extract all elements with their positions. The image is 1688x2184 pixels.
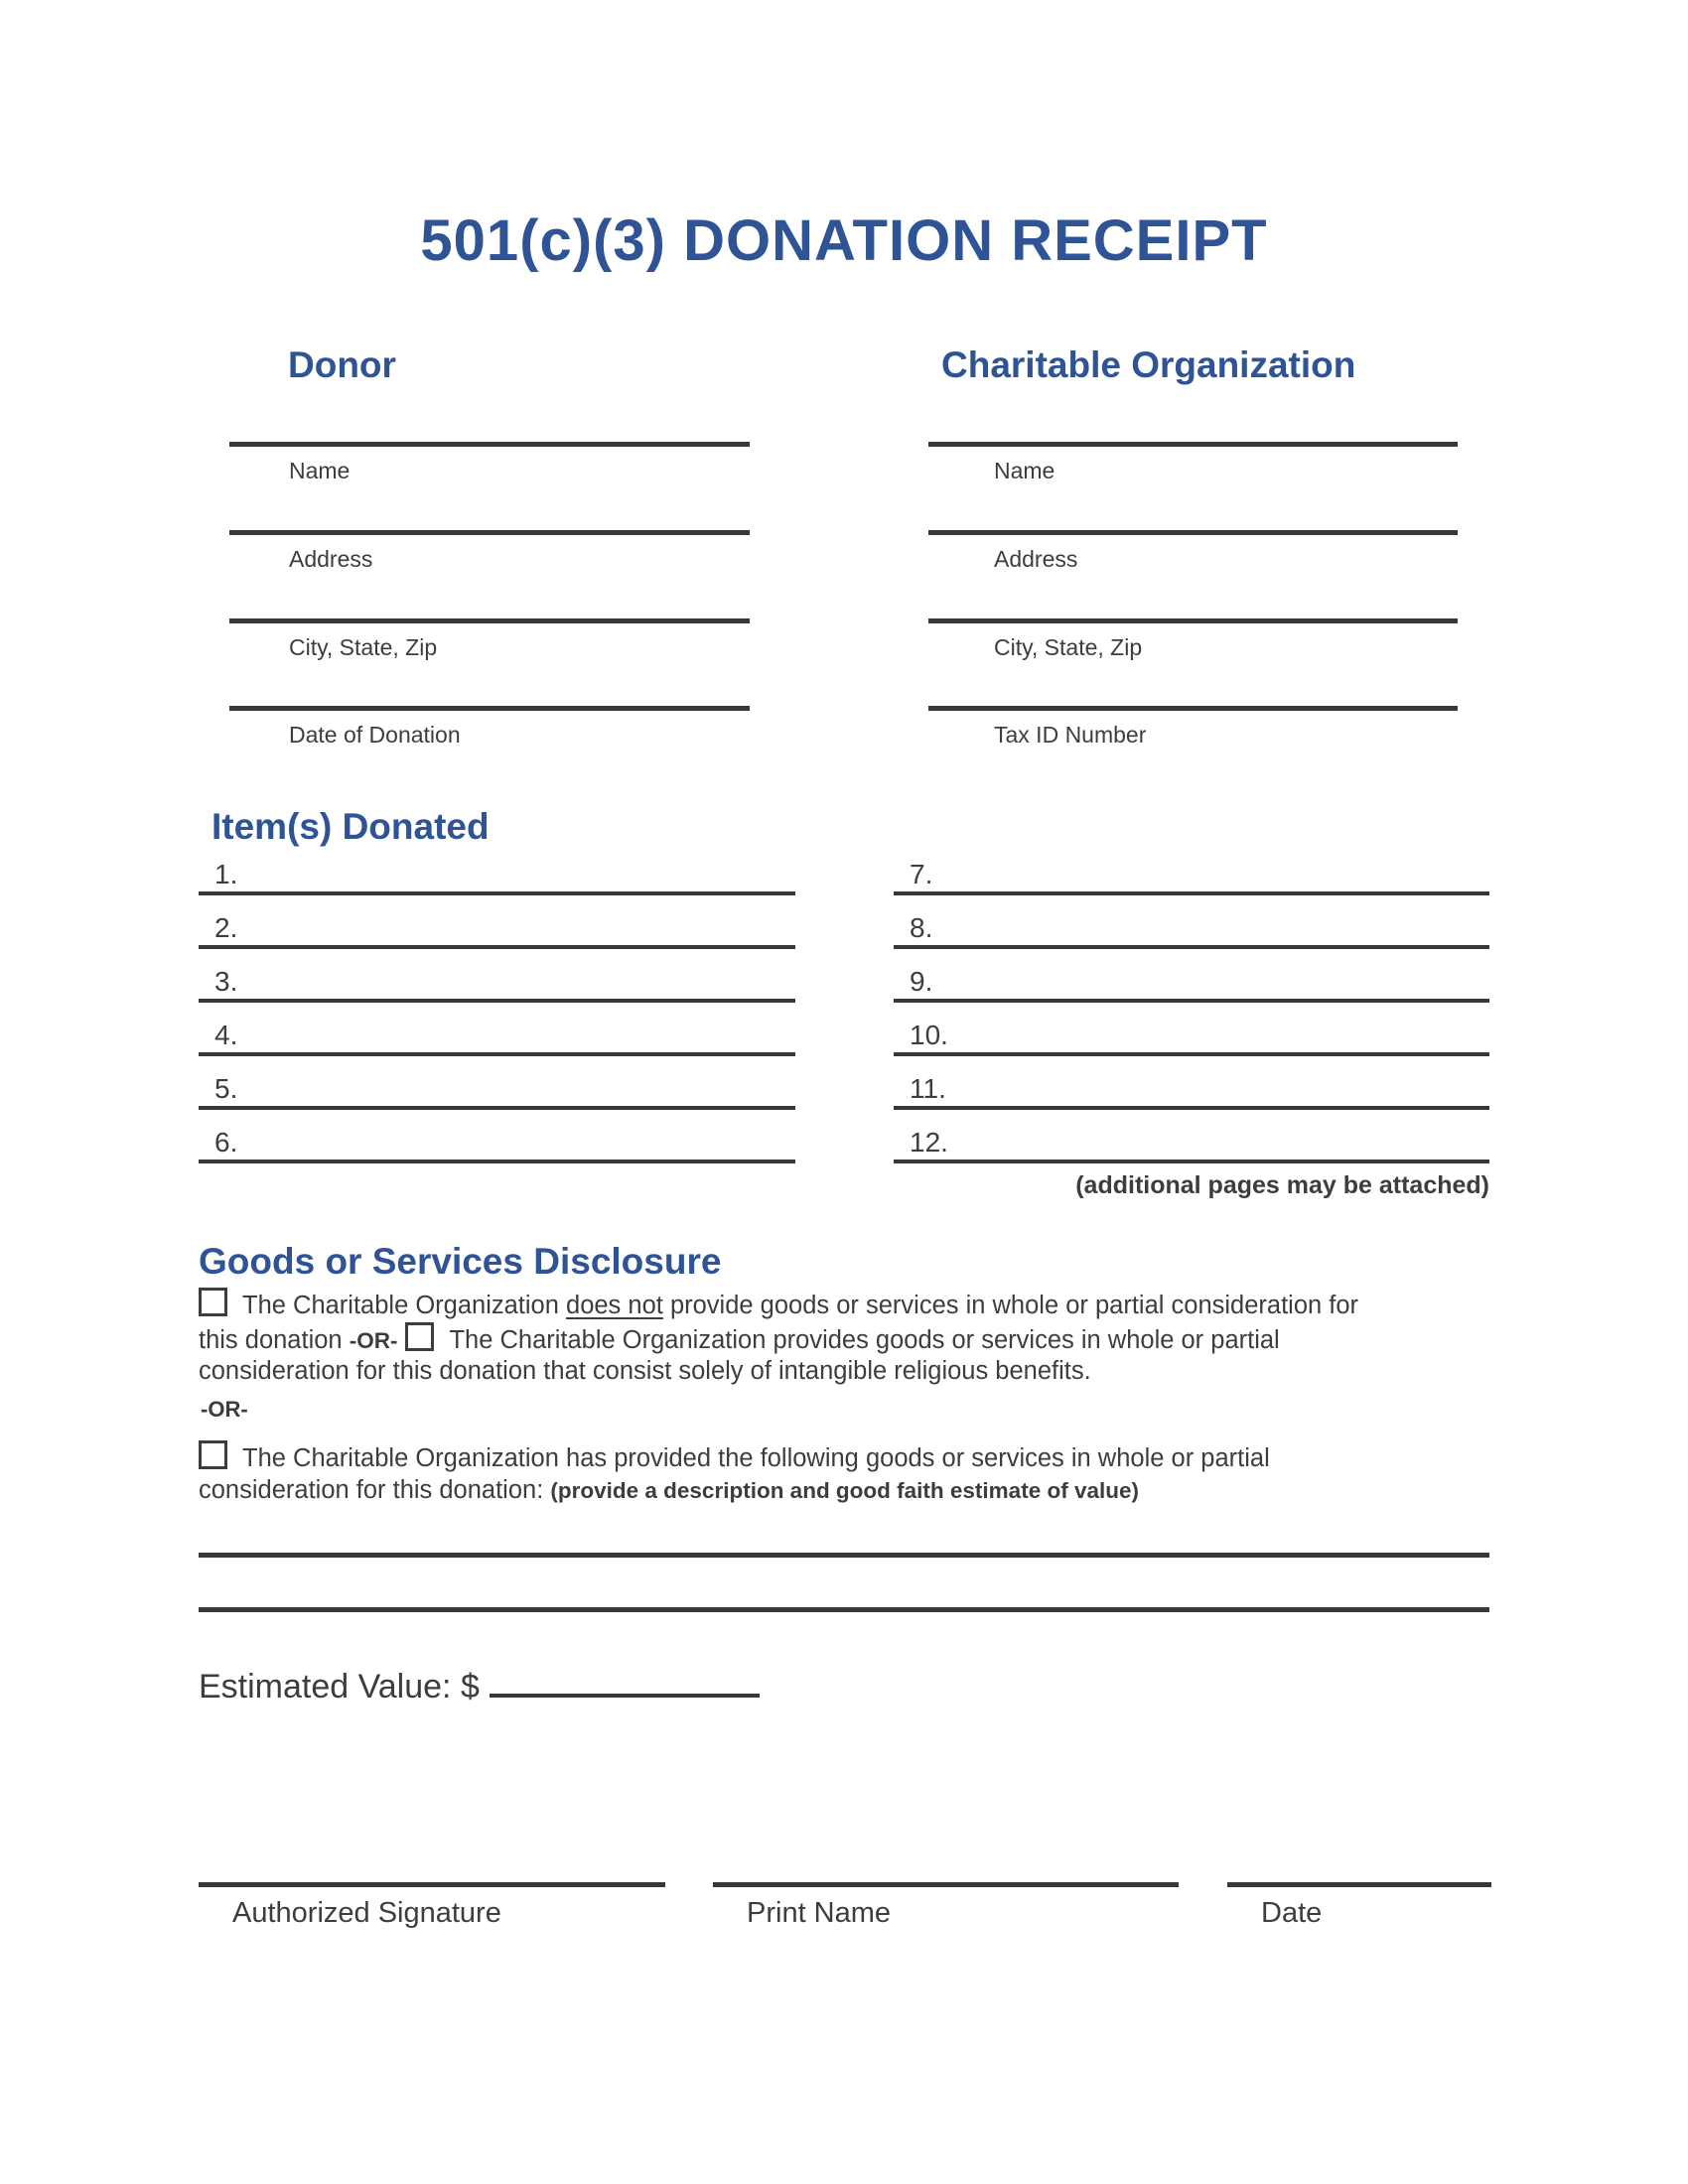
paragraph-line [199,1322,1358,1357]
item-number: 12. [910,1127,948,1158]
signature-row [199,1882,1491,1930]
paragraph-line [199,1475,1270,1507]
paragraph-line [199,1288,1358,1322]
donor-section-heading: Donor [288,344,396,385]
donated-items-column-right [894,842,1489,1163]
item-number: 5. [214,1073,238,1104]
items-donated-heading: Item(s) Donated [211,806,490,847]
signature-label: Print Name [747,1897,892,1929]
body-text: this donation [199,1325,350,1354]
estimated-value-label: Estimated Value: $ [199,1668,480,1706]
body-text: The Charitable Organization provides goods or services in whole or partial [449,1325,1280,1354]
print-name-blank[interactable] [713,1882,1179,1930]
field-label: Date of Donation [289,722,461,748]
donated-item-row[interactable] [199,1056,795,1110]
donated-items-column-left [199,842,795,1163]
item-number: 10. [910,1020,948,1050]
field-label: City, State, Zip [289,634,438,660]
additional-pages-note: (additional pages may be attached) [1075,1171,1489,1199]
estimated-value-row [199,1664,760,1706]
field-label: Name [289,458,351,483]
item-number: 1. [214,859,238,889]
body-text: consideration for this donation that consist solely of intangible religious benefits. [199,1357,1091,1385]
donated-item-row[interactable] [199,842,795,895]
disclosure-paragraph-1 [199,1288,1358,1388]
organization-field-blank-1[interactable] [928,530,1458,573]
donated-item-row[interactable] [894,842,1489,895]
checkbox[interactable] [199,1440,227,1469]
item-number: 4. [214,1020,238,1050]
authorized-signature-blank[interactable] [199,1882,665,1930]
item-number: 9. [910,966,933,997]
description-writein-line-2[interactable] [199,1607,1489,1612]
donated-item-row[interactable] [894,895,1489,949]
organization-field-blank-2[interactable] [928,618,1458,661]
organization-field-blank-3[interactable] [928,706,1458,749]
or-divider: -OR- [201,1397,248,1422]
body-text: consideration for this donation: [199,1475,551,1504]
donor-field-blank-1[interactable] [229,530,750,573]
field-label: Address [289,546,373,572]
paragraph-line [199,1356,1358,1388]
donated-item-row[interactable] [894,1110,1489,1163]
organization-section-heading: Charitable Organization [941,344,1356,385]
description-writein-line-1[interactable] [199,1553,1489,1558]
field-label: Name [994,458,1055,483]
signature-label: Date [1261,1897,1323,1929]
checkbox[interactable] [199,1288,227,1316]
field-label: Tax ID Number [994,722,1147,748]
body-text: The Charitable Organization [242,1292,567,1319]
item-number: 7. [910,859,933,889]
item-number: 6. [214,1127,238,1158]
goods-services-heading: Goods or Services Disclosure [199,1241,722,1282]
date-blank[interactable] [1227,1882,1491,1930]
page-title: 501(c)(3) DONATION RECEIPT [420,208,1268,273]
bold-note-text: (provide a description and good faith estimate of value) [550,1477,1139,1503]
item-number: 11. [910,1073,946,1104]
item-number: 8. [910,912,933,943]
underlined-text: does not [566,1292,663,1319]
organization-field-blank-0[interactable] [928,442,1458,484]
donor-field-blank-2[interactable] [229,618,750,661]
estimated-value-blank[interactable] [490,1664,760,1698]
donated-item-row[interactable] [894,1056,1489,1110]
donated-item-row[interactable] [199,895,795,949]
donated-item-row[interactable] [894,949,1489,1003]
donated-item-row[interactable] [199,1003,795,1056]
field-label: City, State, Zip [994,634,1143,660]
disclosure-paragraph-2 [199,1440,1270,1506]
paragraph-line [199,1440,1270,1475]
bold-note-text: -OR- [349,1327,398,1353]
item-number: 3. [214,966,238,997]
checkbox[interactable] [405,1322,434,1351]
body-text: The Charitable Organization has provided the following goods or services in whole or partial [242,1444,1270,1472]
donated-item-row[interactable] [199,1110,795,1163]
donor-field-blank-3[interactable] [229,706,750,749]
item-number: 2. [214,912,238,943]
field-label: Address [994,546,1078,572]
donated-item-row[interactable] [199,949,795,1003]
donated-item-row[interactable] [894,1003,1489,1056]
body-text: provide goods or services in whole or partial consideration for [662,1292,1359,1319]
signature-label: Authorized Signature [232,1897,501,1929]
donor-field-blank-0[interactable] [229,442,750,484]
